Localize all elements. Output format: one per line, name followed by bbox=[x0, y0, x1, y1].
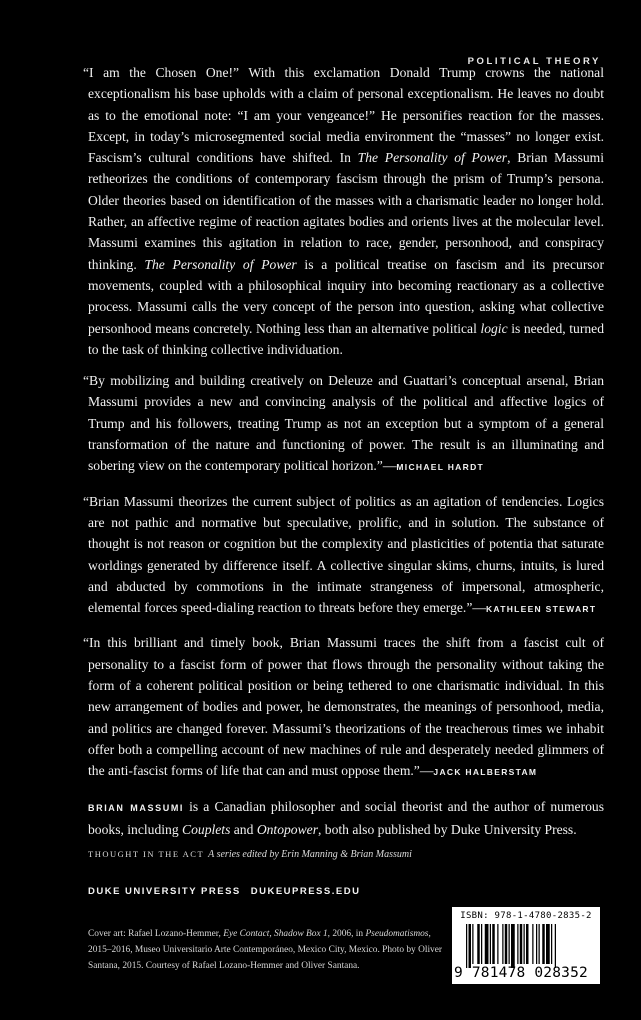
barcode-bars bbox=[466, 924, 588, 968]
publisher-url: DUKEUPRESS.EDU bbox=[250, 886, 361, 897]
series-name: THOUGHT IN THE ACT bbox=[88, 849, 205, 859]
barcode-digits: 9 781478 028352 bbox=[454, 965, 588, 981]
blurb-author: MICHAEL HARDT bbox=[396, 462, 484, 473]
cover-credits: Cover art: Rafael Lozano-Hemmer, Eye Contact, Shadow Box 1, 2006, in Pseudomatismos, 2015–2016, Museo Universitario Arte Contemporáneo, Mexico City, Mexico. Photo by Oliver Santana, 2015. Courtesy of Rafael Lozano-Hemmer and Oliver Santana. bbox=[88, 929, 443, 972]
blurb-author: KATHLEEN STEWART bbox=[485, 604, 597, 615]
blurb-author: JACK HALBERSTAM bbox=[433, 767, 538, 778]
publisher-line bbox=[88, 886, 370, 897]
isbn-barcode bbox=[452, 907, 600, 984]
publisher-name: DUKE UNIVERSITY PRESS bbox=[88, 886, 241, 897]
blurb-halberstam: “In this brilliant and timely book, Brian Massumi traces the shift from a fascist cult of personality to a fascist form of power that flows through the personality without taking the form of a coherent political position or being tethered to one charismatic individual. In this new arrangement of bodies and power, he demonstrates, the meanings of personhood, media, and politics are changed forever. Massumi’s theorizations of the treacherous times we inhabit offer both a compelling account of new machines of rule and desperately needed glimmers of the anti-fascist forms of life that can and must oppose them.”—JACK HALBERSTAM bbox=[83, 635, 604, 779]
series-editors: A series edited by Erin Manning & Brian Massumi bbox=[208, 849, 412, 860]
description-paragraph: “I am the Chosen One!” With this exclamation Donald Trump crowns the national exceptionalism his base upholds with a claim of personal exceptionalism. He leaves no doubt as to the emotional note: “I am your vengeance!” He personifies reaction for the masses. Except, in today’s microsegmented social media environment the “masses” no longer exist. Fascism’s cultural conditions have shifted. In The Personality of Power, Brian Massumi retheorizes the conditions of contemporary fascism through the prism of Trump’s persona. Older theories based on identification of the masses with a charismatic leader no longer hold. Rather, an affective regime of reaction agitates bodies and orients lives at the molecular level. Massumi examines this agitation in relation to race, gender, personhood, and conspiracy thinking. The Personality of Power is a political treatise on fascism and its precursor movements, coupled with a philosophical inquiry into becoming reactionary as a collective process. Massumi calls the very concept of the person into question, asking what collective personhood means concretely. Nothing less than an alternative political logic is needed, turned to the task of thinking collective individuation. bbox=[83, 65, 605, 357]
blurb-stewart: “Brian Massumi theorizes the current subject of politics as an agitation of tendencies. Logics are not pathic and normative but speculative, prolific, and in solution. The substance of thought is not reason or cognition but the complexity and plasticities of potentia that saturate worldings generated by difference itself. A collective singular skims, churns, intuits, is lured and abducted by commotions in the intimate strangeness of impersonal, atmospheric, elemental forces speed-dialing reaction to threats before they emerge.”—KATHLEEN STEWART bbox=[83, 493, 604, 616]
book-title: The Personality of Power bbox=[357, 150, 508, 166]
author-name: BRIAN MASSUMI bbox=[88, 802, 185, 813]
back-cover-text bbox=[83, 62, 605, 840]
isbn-label: ISBN: 978-1-4780-2835-2 bbox=[460, 911, 592, 921]
author-bio: BRIAN MASSUMI is a Canadian philosopher and social theorist and the author of numerous books, including Couplets and Ontopower, both also published by Duke University Press. bbox=[88, 798, 604, 837]
blurb-hardt: “By mobilizing and building creatively on Deleuze and Guattari’s conceptual arsenal, Brian Massumi provides a new and convincing analysis of the political and affective logics of Trump and his followers, treating Trump as not an exception but a symptom of a general transformation of the nature and functioning of power. The result is an illuminating and sobering view on the contemporary political horizon.”—MICHAEL HARDT bbox=[83, 373, 604, 474]
category-label: POLITICAL THEORY bbox=[467, 56, 601, 67]
series-line bbox=[88, 849, 412, 860]
book-title: The Personality of Power bbox=[144, 256, 297, 272]
